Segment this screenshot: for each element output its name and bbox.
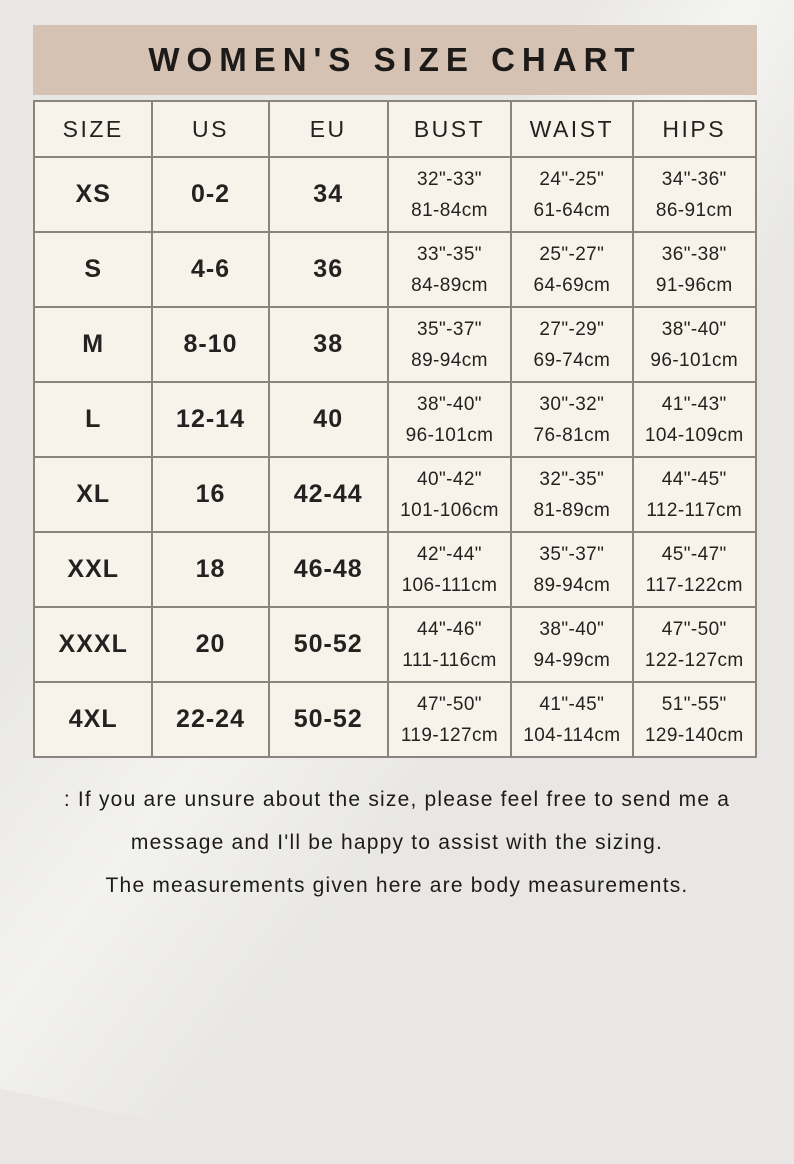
hips-cm: 86-91cm xyxy=(655,199,733,221)
cell-bust xyxy=(388,457,511,532)
cell-eu: 34 xyxy=(269,157,388,232)
hips-cm: 122-127cm xyxy=(644,649,744,671)
footer-line: message and I'll be happy to assist with the sizing. xyxy=(130,831,664,854)
waist-cm: 69-74cm xyxy=(533,349,611,371)
cell-bust xyxy=(388,307,511,382)
bust-inches: 32"-33" xyxy=(417,168,482,190)
table-row xyxy=(34,382,756,457)
cell-us: 18 xyxy=(152,532,268,607)
waist-inches: 24"-25" xyxy=(539,168,605,190)
cell-size: XL xyxy=(34,457,152,532)
cell-hips xyxy=(633,532,757,607)
hips-inches: 44"-45" xyxy=(661,468,727,490)
table-row xyxy=(34,232,756,307)
cell-waist xyxy=(511,307,632,382)
cell-hips xyxy=(633,457,757,532)
cell-bust xyxy=(388,232,511,307)
waist-cm: 76-81cm xyxy=(533,424,611,446)
cell-waist xyxy=(511,532,632,607)
cell-eu: 50-52 xyxy=(269,607,388,682)
hips-inches: 47"-50" xyxy=(661,618,727,640)
bust-inches: 35"-37" xyxy=(417,318,482,340)
table-row xyxy=(34,682,756,757)
waist-cm: 61-64cm xyxy=(533,199,611,221)
hips-inches: 38"-40" xyxy=(661,318,727,340)
cell-hips xyxy=(633,232,757,307)
bust-inches: 42"-44" xyxy=(417,543,482,565)
cell-size: 4XL xyxy=(34,682,152,757)
waist-inches: 30"-32" xyxy=(539,393,605,415)
table-row xyxy=(34,607,756,682)
cell-waist xyxy=(511,382,632,457)
hips-cm: 91-96cm xyxy=(655,274,733,296)
waist-cm: 94-99cm xyxy=(533,649,611,671)
column-header-eu: EU xyxy=(269,101,388,157)
cell-us: 20 xyxy=(152,607,268,682)
table-row xyxy=(34,307,756,382)
column-header-bust: BUST xyxy=(388,101,511,157)
cell-waist xyxy=(511,232,632,307)
cell-hips xyxy=(633,682,757,757)
bust-inches: 38"-40" xyxy=(417,393,482,415)
waist-cm: 64-69cm xyxy=(533,274,611,296)
cell-us: 16 xyxy=(152,457,268,532)
column-header-hips: HIPS xyxy=(633,101,757,157)
column-header-size: SIZE xyxy=(34,101,152,157)
cell-waist xyxy=(511,457,632,532)
cell-hips xyxy=(633,382,757,457)
page-title: WOMEN'S SIZE CHART xyxy=(148,41,642,78)
header-row xyxy=(34,101,756,157)
hips-cm: 112-117cm xyxy=(646,499,743,521)
cell-eu: 36 xyxy=(269,232,388,307)
bust-inches: 47"-50" xyxy=(417,693,482,715)
hips-cm: 129-140cm xyxy=(644,724,744,746)
table-row xyxy=(34,532,756,607)
cell-us: 12-14 xyxy=(152,382,268,457)
cell-eu: 46-48 xyxy=(269,532,388,607)
cell-waist xyxy=(511,682,632,757)
bust-cm: 106-111cm xyxy=(401,574,498,596)
hips-inches: 41"-43" xyxy=(661,393,727,415)
table-row xyxy=(34,457,756,532)
cell-size: XXXL xyxy=(34,607,152,682)
cell-bust xyxy=(388,157,511,232)
cell-waist xyxy=(511,157,632,232)
cell-size: XS xyxy=(34,157,152,232)
cell-us: 8-10 xyxy=(152,307,268,382)
bust-cm: 111-116cm xyxy=(402,649,497,671)
column-header-waist: WAIST xyxy=(511,101,632,157)
hips-inches: 36"-38" xyxy=(661,243,727,265)
hips-cm: 96-101cm xyxy=(650,349,739,371)
cell-us: 4-6 xyxy=(152,232,268,307)
cell-eu: 38 xyxy=(269,307,388,382)
size-table xyxy=(33,100,757,758)
cell-eu: 42-44 xyxy=(269,457,388,532)
cell-hips xyxy=(633,307,757,382)
bust-cm: 119-127cm xyxy=(400,724,499,746)
bust-cm: 96-101cm xyxy=(405,424,494,446)
hips-cm: 104-109cm xyxy=(644,424,744,446)
waist-inches: 38"-40" xyxy=(539,618,605,640)
footer-note xyxy=(0,778,794,907)
hips-cm: 117-122cm xyxy=(645,574,743,596)
table-row xyxy=(34,157,756,232)
bust-inches: 40"-42" xyxy=(417,468,482,490)
waist-cm: 104-114cm xyxy=(523,724,621,746)
title-banner xyxy=(33,25,757,95)
waist-inches: 27"-29" xyxy=(539,318,605,340)
cell-size: L xyxy=(34,382,152,457)
bust-cm: 89-94cm xyxy=(411,349,488,371)
hips-inches: 34"-36" xyxy=(661,168,727,190)
bust-cm: 84-89cm xyxy=(411,274,488,296)
waist-inches: 35"-37" xyxy=(539,543,605,565)
footer-line: : If you are unsure about the size, please feel free to send me a xyxy=(63,788,731,811)
footer-line: The measurements given here are body measurements. xyxy=(105,874,689,897)
size-chart-sheet xyxy=(33,25,757,758)
cell-bust xyxy=(388,682,511,757)
waist-inches: 32"-35" xyxy=(539,468,605,490)
waist-cm: 81-89cm xyxy=(533,499,611,521)
cell-bust xyxy=(388,532,511,607)
table-body xyxy=(34,157,756,757)
cell-hips xyxy=(633,157,757,232)
waist-inches: 25"-27" xyxy=(539,243,605,265)
bust-cm: 101-106cm xyxy=(400,499,499,521)
cell-us: 22-24 xyxy=(152,682,268,757)
hips-inches: 51"-55" xyxy=(661,693,727,715)
cell-size: M xyxy=(34,307,152,382)
cell-waist xyxy=(511,607,632,682)
cell-size: S xyxy=(34,232,152,307)
cell-eu: 40 xyxy=(269,382,388,457)
cell-size: XXL xyxy=(34,532,152,607)
cell-bust xyxy=(388,382,511,457)
bust-inches: 44"-46" xyxy=(417,618,482,640)
hips-inches: 45"-47" xyxy=(661,543,727,565)
cell-eu: 50-52 xyxy=(269,682,388,757)
bust-inches: 33"-35" xyxy=(417,243,482,265)
waist-inches: 41"-45" xyxy=(539,693,605,715)
cell-bust xyxy=(388,607,511,682)
cell-us: 0-2 xyxy=(152,157,268,232)
waist-cm: 89-94cm xyxy=(533,574,611,596)
bust-cm: 81-84cm xyxy=(411,199,488,221)
column-header-us: US xyxy=(152,101,268,157)
cell-hips xyxy=(633,607,757,682)
